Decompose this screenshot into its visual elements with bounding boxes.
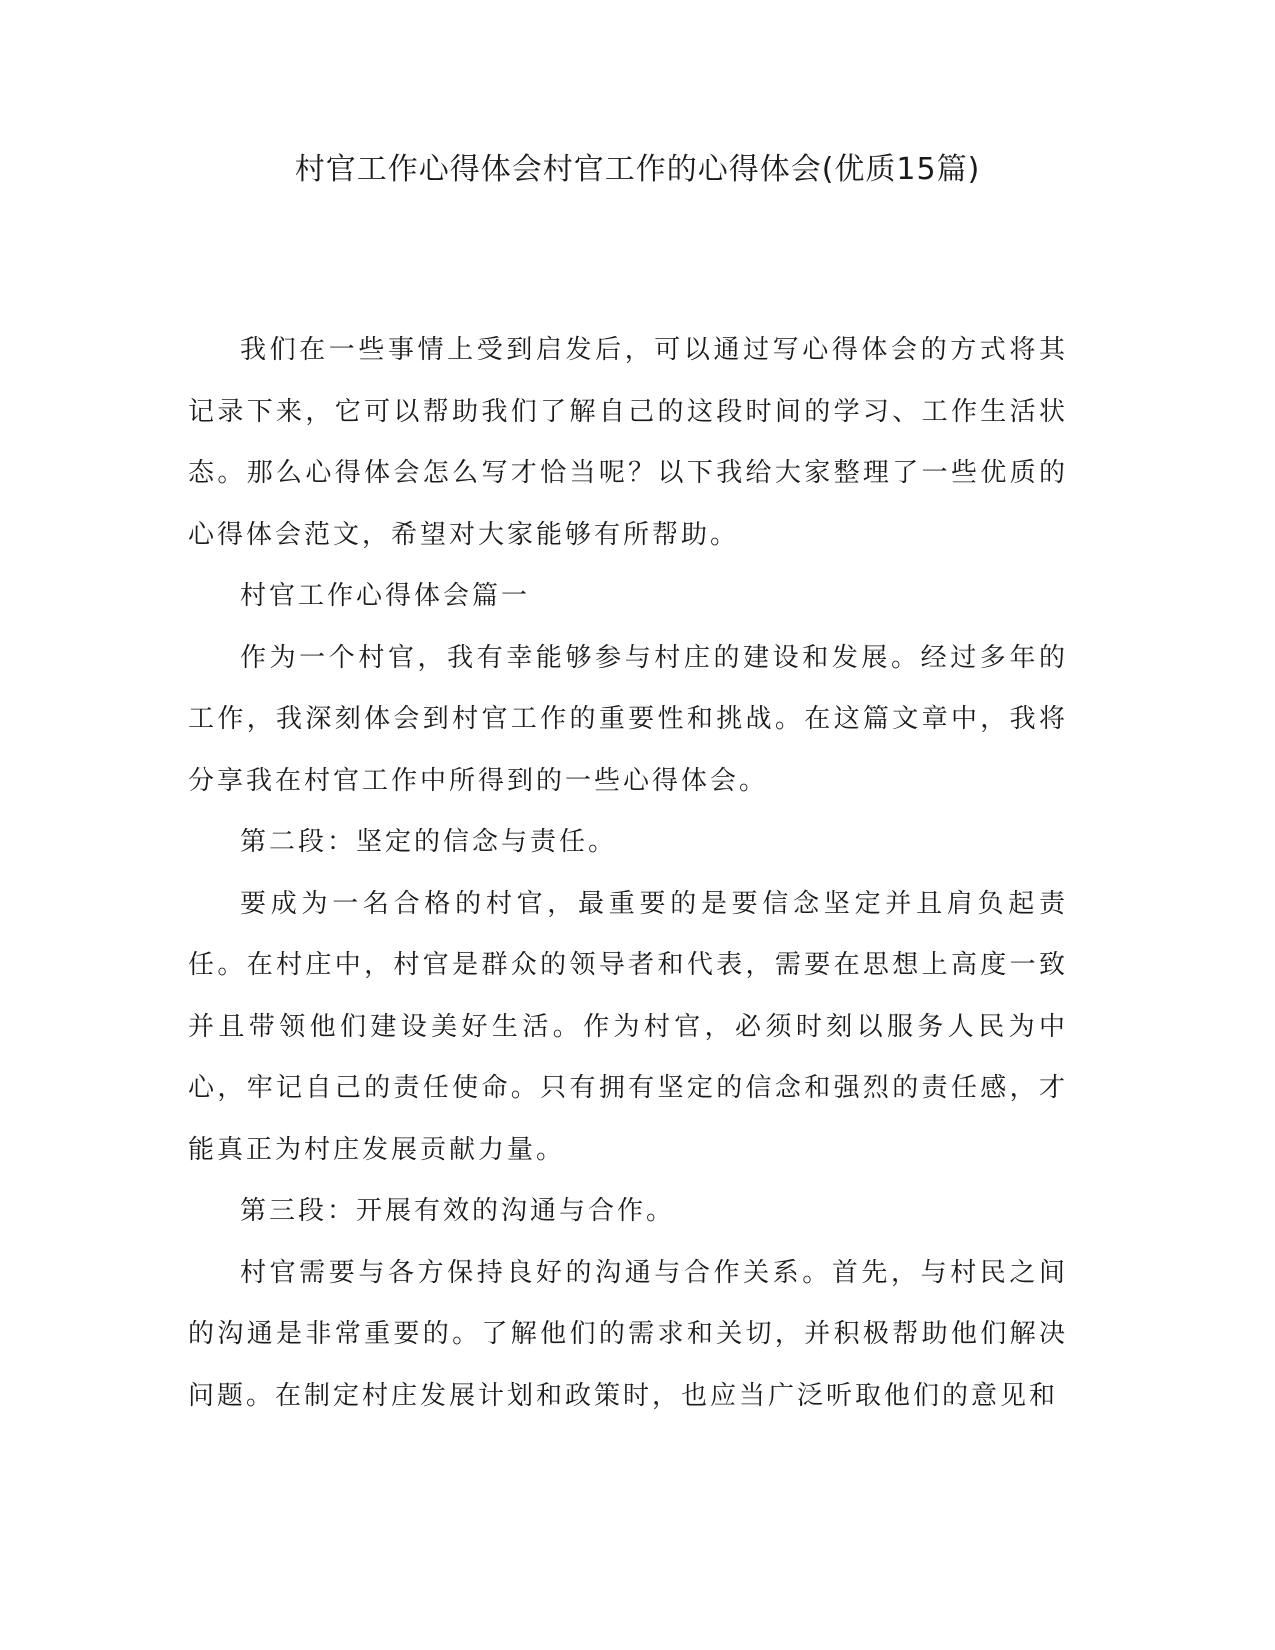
document-body (188, 320, 1068, 1427)
document-title: 村官工作心得体会村官工作的心得体会(优质15篇) (294, 152, 981, 187)
paragraph-section-1: 作为一个村官，我有幸能够参与村庄的建设和发展。经过多年的工作，我深刻体会到村官工作的重要性和挑战。在这篇文章中，我将分享我在村官工作中所得到的一些心得体会。 (188, 642, 1068, 796)
section-heading-1: 村官工作心得体会篇一 (240, 581, 531, 611)
paragraph-section-2: 要成为一名合格的村官，最重要的是要信念坚定并且肩负起责任。在村庄中，村官是群众的领导者和代表，需要在思想上高度一致并且带领他们建设美好生活。作为村官，必须时刻以服务人民为中心，牢记自己的责任使命。只有拥有坚定的信念和强烈的责任感，才能真正为村庄发展贡献力量。 (188, 888, 1068, 1165)
section-heading-3: 第三段：开展有效的沟通与合作。 (240, 1196, 676, 1226)
paragraph-section-3: 村官需要与各方保持良好的沟通与合作关系。首先，与村民之间的沟通是非常重要的。了解他们的需求和关切，并积极帮助他们解决问题。在制定村庄发展计划和政策时，也应当广泛听取他们的意见和 (188, 1257, 1068, 1411)
section-heading-2: 第二段：坚定的信念与责任。 (240, 827, 618, 857)
paragraph-intro: 我们在一些事情上受到启发后，可以通过写心得体会的方式将其记录下来，它可以帮助我们了解自己的这段时间的学习、工作生活状态。那么心得体会怎么写才恰当呢？以下我给大家整理了一些优质的心得体会范文，希望对大家能够有所帮助。 (188, 335, 1068, 550)
